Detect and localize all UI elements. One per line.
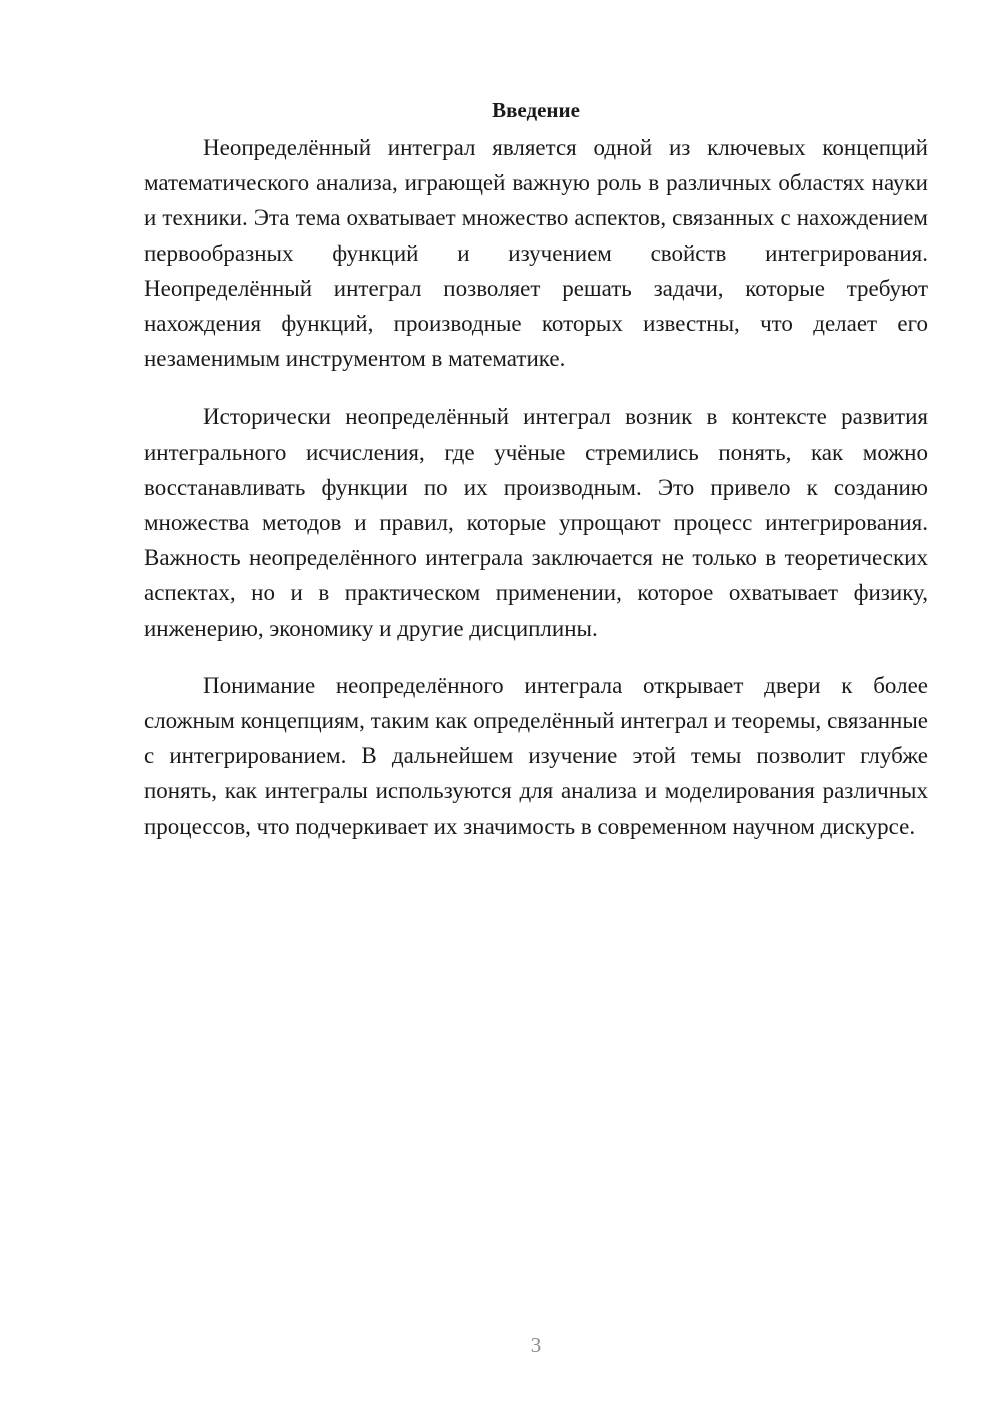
page-number: 3 [530,1333,542,1357]
paragraph-2: Исторически неопределённый интеграл возник в контексте развития интегрального исчисления, где учёные стремились понять, как можно восстанавливать функции по их производным. Это привело к созданию множества методов и правил, которые упрощают процесс интегрирования. Важность неопределённого интеграла заключается не только в теоретических аспектах, но и в практическом применении, которое охватывает физику, инженерию, экономику и другие дисциплины. [144,404,928,641]
page-content [144,92,928,844]
paragraph-1: Неопределённый интеграл является одной из ключевых концепций математического анализа, играющей важную роль в различных областях науки и техники. Эта тема охватывает множество аспектов, связанных с нахождением первообразных функций и изучением свойств интегрирования. Неопределённый интеграл позволяет решать задачи, которые требуют нахождения функций, производные которых известны, что делает его незаменимым инструментом в математике. [144,135,928,372]
paragraph-3: Понимание неопределённого интеграла открывает двери к более сложным концепциям, таким как определённый интеграл и теоремы, связанные с интегрированием. В дальнейшем изучение этой темы позволит глубже понять, как интегралы используются для анализа и моделирования различных процессов, что подчеркивает их значимость в современном научном дискурсе. [144,672,928,839]
section-title: Введение [492,98,580,122]
